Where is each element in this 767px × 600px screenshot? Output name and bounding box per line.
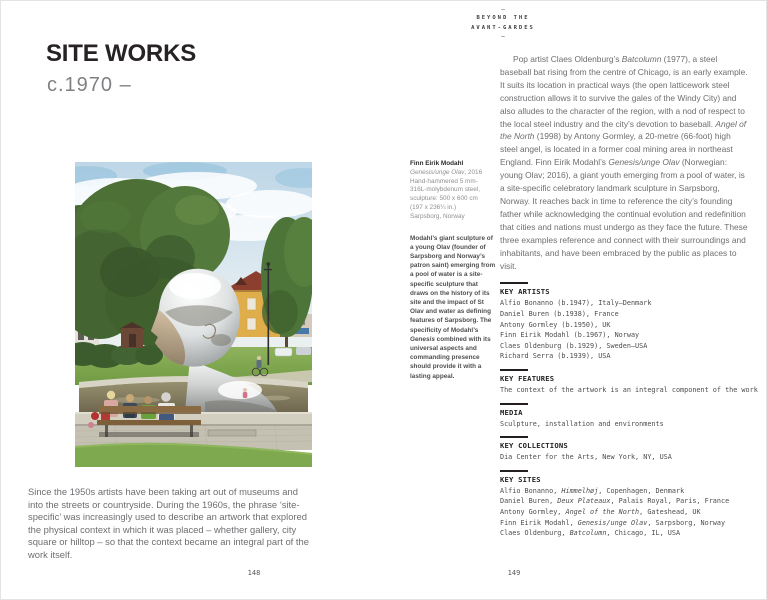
section-rule: [500, 403, 528, 405]
caption-detail-line: 316L-molybdenum steel,: [410, 186, 480, 194]
page-number-right: 149: [507, 569, 521, 577]
page-number-left: 148: [247, 569, 261, 577]
caption-detail-line: sculpture: 500 x 600 cm: [410, 195, 478, 203]
key-features-text: The context of the artwork is an integral component of the work: [500, 385, 758, 394]
caption-detail-line: Hand-hammered 5 mm-: [410, 177, 478, 185]
key-artist-entry: Richard Serra (b.1939), USA: [500, 352, 611, 361]
key-site-entry: Antony Gormley, Angel of the North, Gateshead, UK: [500, 507, 701, 516]
key-artist-entry: Alfio Bonanno (b.1947), Italy–Denmark: [500, 299, 652, 308]
media-text: Sculpture, installation and environments: [500, 419, 664, 428]
key-sites-section: [500, 470, 750, 539]
chapter-title: SITE WORKS: [46, 40, 197, 67]
section-rule: [500, 436, 528, 438]
caption-note: Modahl’s giant sculpture of a young Olav (founder of Sarpsborg and Norway’s patron saint) emerging from a pool of water is a site-specific sculpture that draws on the history of its site and the impact of St Olav and water as defining features of Sarpsborg. The specificity of Modahl’s Genesis combined with its universal aspects and commanding presence should provide it with a lasting appeal.: [410, 234, 496, 380]
key-artist-entry: Claes Oldenburg (b.1929), Sweden–USA: [500, 341, 648, 350]
section-rule: [500, 470, 528, 472]
running-header-line2: AVANT-GARDES: [471, 24, 535, 31]
child-in-fountain: [243, 388, 248, 398]
key-artist-entry: Finn Eirik Modahl (b.1967), Norway: [500, 331, 640, 340]
caption-work-title: Genesis/unge Olav, 2016: [410, 168, 483, 176]
media-heading: MEDIA: [500, 407, 523, 417]
key-artist-entry: Antony Gormley (b.1950), UK: [500, 320, 611, 329]
key-features-heading: KEY FEATURES: [500, 373, 555, 383]
running-header-dash-bottom: –: [501, 33, 505, 40]
key-site-entry: Claes Oldenburg, Batcolumn, Chicago, IL, USA: [500, 529, 681, 538]
right-page: [500, 53, 758, 546]
running-header: [471, 6, 535, 41]
section-rule: [500, 369, 528, 371]
key-artists-section: [500, 282, 750, 362]
running-header-line1: BEYOND THE: [476, 15, 530, 21]
intro-paragraph: Since the 1950s artists have been taking art out of museums and into the streets or countryside. During the 1960s, the phrase ‘site-specific’ was increasingly used to describe an artwork that explored the physical context in which it was placed – whether gallery, city square or hilltop – so that the context became an integral part of the work itself.: [28, 486, 309, 560]
key-site-entry: Finn Eirik Modahl, Genesis/unge Olav, Sarpsborg, Norway: [500, 518, 726, 527]
running-header-dash-top: –: [501, 6, 505, 13]
key-collections-section: [500, 436, 750, 463]
photo-caption: [410, 160, 496, 381]
key-collections-text: Dia Center for the Arts, New York, NY, USA: [500, 453, 672, 462]
artwork-photo: [75, 162, 312, 467]
key-collections-heading: KEY COLLECTIONS: [500, 441, 568, 451]
key-features-section: [500, 369, 758, 396]
photo-illustration: [75, 162, 312, 467]
key-sites-heading: KEY SITES: [500, 474, 541, 484]
key-artists-heading: KEY ARTISTS: [500, 287, 550, 297]
key-artist-entry: Daniel Buren (b.1938), France: [500, 310, 619, 318]
body-paragraph: Pop artist Claes Oldenburg’s Batcolumn (1977), a steel baseball bat rising from the centre of Chicago, is an early example. It suits its location in practical ways (the open latticework steel construction allows it to survive the gales of the Windy City) and also alludes to the character of the region, with a nod of respect to the local steel industry and the city’s devotion to baseball. Angel of the North (1998) by Antony Gormley, a 20-metre (66-foot) high steel angel, is located in a former coal mining area in northeast England. Finn Eirik Modahl’s Genesis/unge Olav (Norwegian: young Olav; 2016), a giant youth emerging from a pool of water, is a site-specific celebratory landmark sculpture in Sarpsborg, Norway. It reaches back in time to reference the city’s founding father while acknowledging the continual evolution and redefinition that cities and nations must undergo as they face the future. These three examples reference and connect with their surroundings and inhabitants, and have been embraced by the public as places to visit.: [500, 54, 748, 271]
section-rule: [500, 282, 528, 284]
key-site-entry: Alfio Bonanno, Himmelhøj, Copenhagen, Denmark: [500, 486, 685, 495]
caption-detail-line: (197 x 236¼ in.): [410, 203, 457, 211]
media-section: [500, 403, 750, 430]
chapter-date-range: c.1970 –: [47, 74, 132, 96]
caption-artist-name: Finn Eirik Modahl: [410, 160, 464, 167]
key-site-entry: Daniel Buren, Deux Plateaux, Palais Royal, Paris, France: [500, 497, 730, 506]
caption-detail-line: Sarpsborg, Norway: [410, 212, 465, 220]
